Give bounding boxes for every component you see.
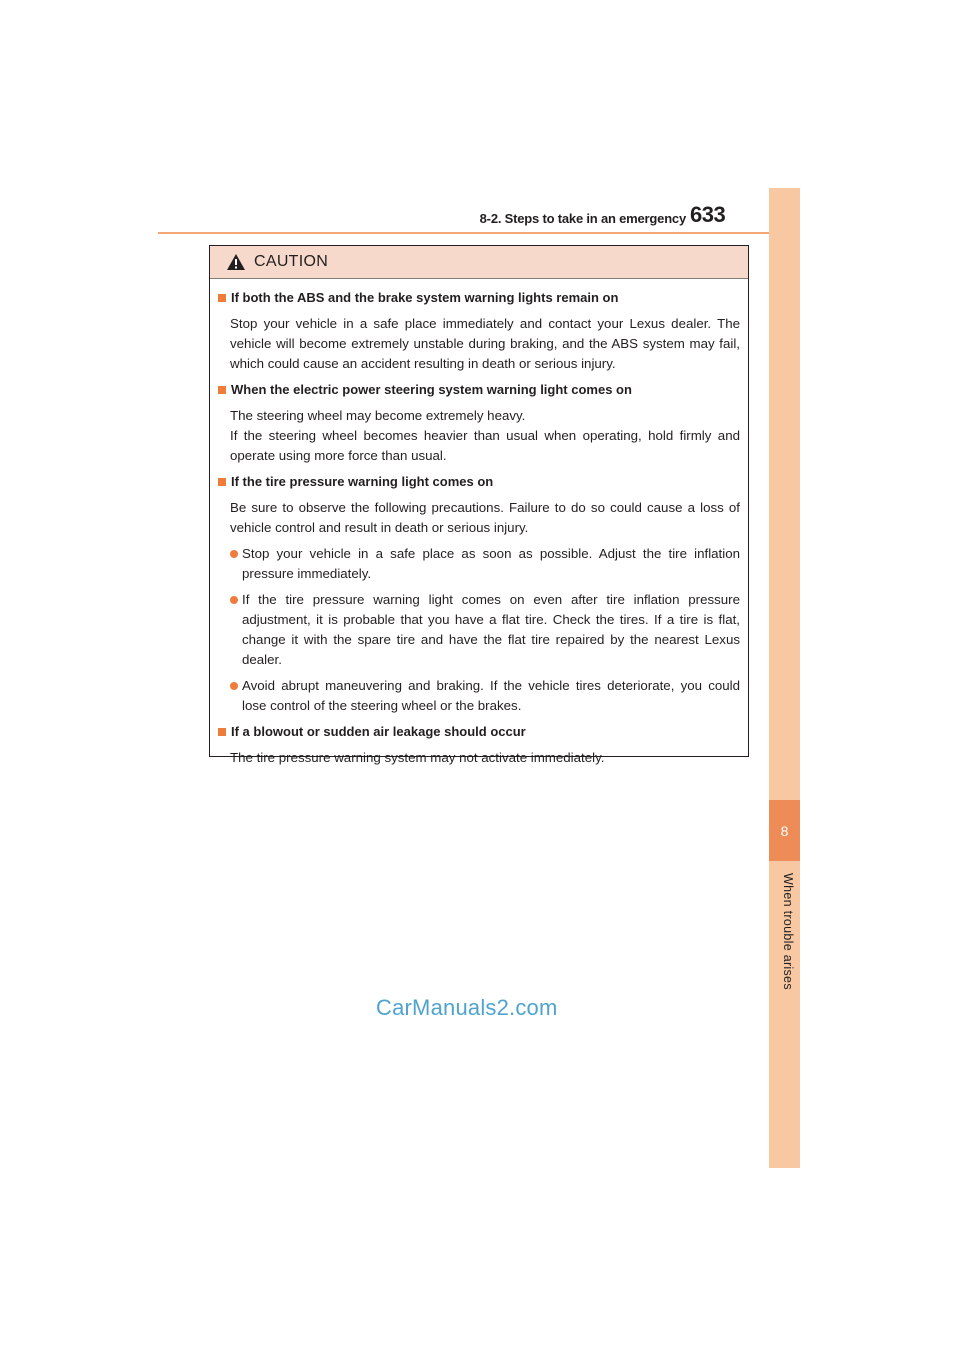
- square-bullet-icon: [218, 294, 226, 302]
- section-paragraph: Be sure to observe the following precautions. Failure to do so could cause a loss of vehicle control and result in death or serious injury.: [230, 500, 740, 535]
- section-paragraph: Stop your vehicle in a safe place immediately and contact your Lexus dealer. The vehicle will become extremely unstable during braking, and the ABS system may fail, which could cause an accident resulting in death or serious injury.: [230, 316, 740, 371]
- round-bullet-icon: [230, 596, 238, 604]
- caution-section-tire-pressure: [218, 472, 740, 716]
- section-heading: If a blowout or sudden air leakage should occur: [231, 724, 526, 739]
- caution-header: [210, 246, 748, 279]
- page-number: 633: [690, 202, 726, 227]
- warning-triangle-icon: [226, 253, 246, 271]
- caution-section-abs: [218, 288, 740, 374]
- section-paragraph: The tire pressure warning system may not activate immediately.: [230, 750, 605, 765]
- chapter-number: 8: [780, 822, 789, 839]
- section-paragraph: The steering wheel may become extremely heavy.: [230, 408, 526, 423]
- caution-section-power-steering: [218, 380, 740, 466]
- chapter-side-tab: [769, 188, 800, 1168]
- chapter-number-badge: [769, 800, 800, 861]
- square-bullet-icon: [218, 478, 226, 486]
- section-heading: If the tire pressure warning light comes on: [231, 474, 494, 489]
- section-title: 8-2. Steps to take in an emergency: [479, 211, 686, 226]
- section-heading: If both the ABS and the brake system warning lights remain on: [231, 290, 619, 305]
- chapter-title: When trouble arises: [781, 873, 795, 990]
- caution-box: [209, 245, 749, 765]
- watermark: CarManuals2.com: [376, 995, 558, 1020]
- list-item: Stop your vehicle in a safe place as soon as possible. Adjust the tire inflation pressure immediately.: [218, 544, 740, 584]
- header-rule: [158, 232, 800, 234]
- caution-section-blowout: [218, 722, 740, 768]
- round-bullet-icon: [230, 550, 238, 558]
- square-bullet-icon: [218, 728, 226, 736]
- caution-body: [210, 279, 748, 768]
- round-bullet-icon: [230, 682, 238, 690]
- list-item: Avoid abrupt maneuvering and braking. If the vehicle tires deteriorate, you could lose control of the steering wheel or the brakes.: [218, 676, 740, 716]
- caution-title: CAUTION: [254, 253, 329, 270]
- square-bullet-icon: [218, 386, 226, 394]
- list-item: If the tire pressure warning light comes on even after tire inflation pressure adjustment, it is probable that you have a flat tire. Check the tires. If a tire is flat, change it with the spare tire and have the flat tire repaired by the nearest Lexus dealer.: [218, 590, 740, 670]
- section-paragraph: If the steering wheel becomes heavier than usual when operating, hold firmly and operate using more force than usual.: [230, 428, 740, 463]
- section-heading: When the electric power steering system warning light comes on: [231, 382, 632, 397]
